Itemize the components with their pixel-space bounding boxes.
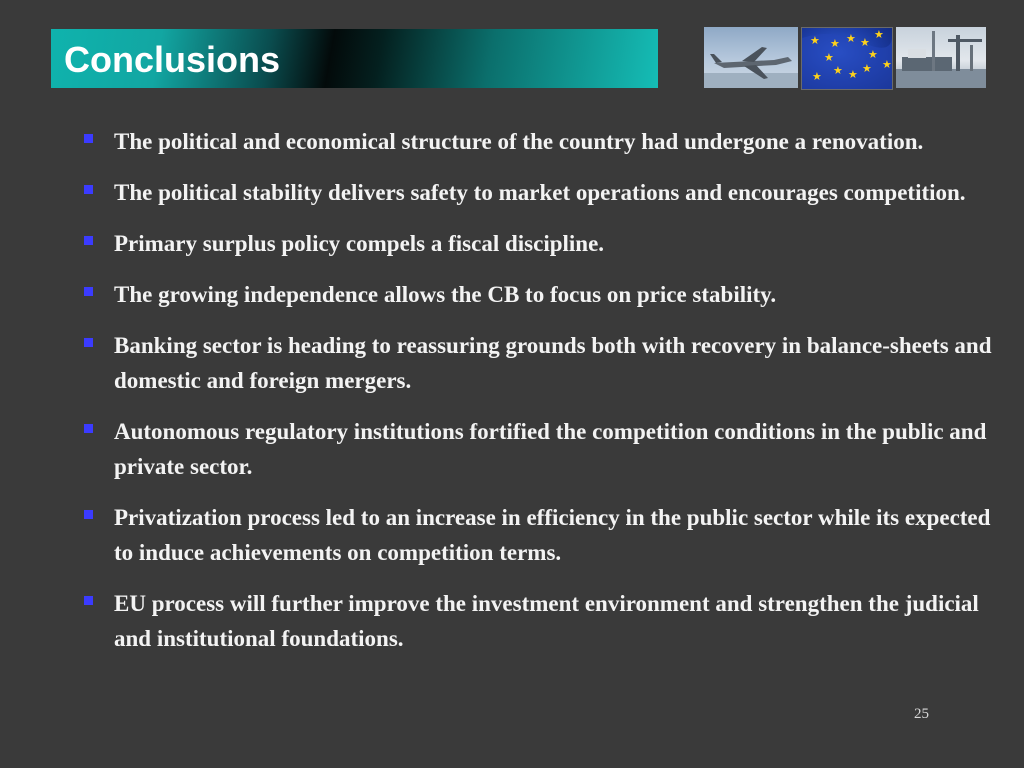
svg-text:★: ★ xyxy=(882,58,892,71)
svg-text:★: ★ xyxy=(846,32,856,45)
bullet-item xyxy=(82,124,1012,159)
svg-text:★: ★ xyxy=(860,36,870,49)
svg-text:★: ★ xyxy=(862,62,872,75)
bullet-text: Privatization process led to an increase in efficiency in the public sector while its expected to induce achievements on competition terms. xyxy=(114,505,991,565)
svg-text:★: ★ xyxy=(874,28,884,41)
port-cranes-photo xyxy=(896,27,986,88)
airplane-icon xyxy=(704,27,798,88)
square-bullet-icon xyxy=(84,287,93,296)
eu-stars-icon xyxy=(802,28,892,89)
bullet-text: Primary surplus policy compels a fiscal discipline. xyxy=(114,231,605,256)
bullet-text: Banking sector is heading to reassuring grounds both with recovery in balance-sheets and domestic and foreign mergers. xyxy=(114,333,992,393)
svg-text:★: ★ xyxy=(833,64,843,77)
bullet-text: The political stability delivers safety to market operations and encourages competition. xyxy=(114,180,966,205)
bullet-item xyxy=(82,328,1012,398)
square-bullet-icon xyxy=(84,134,93,143)
svg-text:★: ★ xyxy=(848,68,858,81)
bullet-item xyxy=(82,226,1012,261)
bullet-item xyxy=(82,277,1012,312)
svg-text:★: ★ xyxy=(824,51,834,64)
page-number: 25 xyxy=(914,706,929,722)
svg-text:★: ★ xyxy=(830,37,840,50)
square-bullet-icon xyxy=(84,596,93,605)
bullet-item xyxy=(82,500,1012,570)
svg-text:★: ★ xyxy=(810,34,820,47)
airplane-photo xyxy=(704,27,798,88)
port-cranes-icon xyxy=(896,27,986,88)
bullet-text: The political and economical structure of the country had undergone a renovation. xyxy=(114,129,924,154)
bullet-text: The growing independence allows the CB to focus on price stability. xyxy=(114,282,777,307)
square-bullet-icon xyxy=(84,424,93,433)
bullet-item xyxy=(82,414,1012,484)
square-bullet-icon xyxy=(84,338,93,347)
svg-text:★: ★ xyxy=(812,70,822,83)
bullet-text: EU process will further improve the investment environment and strengthen the judicial and institutional foundations. xyxy=(114,591,979,651)
svg-text:★: ★ xyxy=(868,48,878,61)
bullet-list xyxy=(82,124,1012,672)
bullet-item xyxy=(82,586,1012,656)
bullet-text: Autonomous regulatory institutions fortified the competition conditions in the public and private sector. xyxy=(114,419,987,479)
slide-title: Conclusions xyxy=(64,39,281,80)
eu-flag-photo xyxy=(801,27,893,90)
bullet-item xyxy=(82,175,1012,210)
title-bar xyxy=(51,29,658,88)
square-bullet-icon xyxy=(84,185,93,194)
square-bullet-icon xyxy=(84,510,93,519)
square-bullet-icon xyxy=(84,236,93,245)
